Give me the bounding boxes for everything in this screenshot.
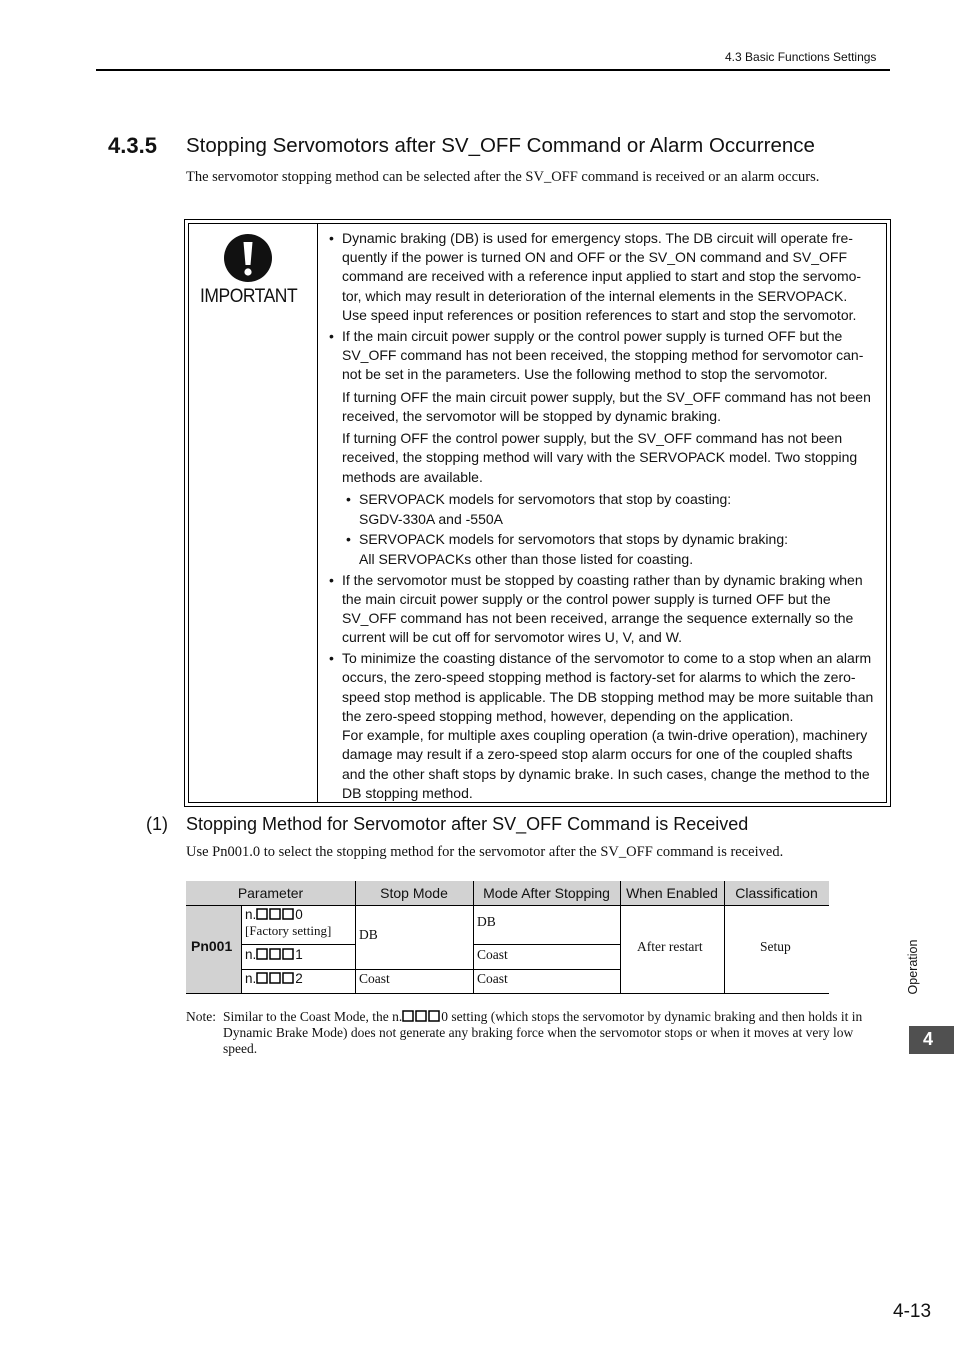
important-line: SERVOPACK models for servomotors that stop by coasting: [359, 491, 732, 507]
subsection-number: (1) [146, 814, 168, 834]
important-line: command are received with a reference input applied to start and stop the servomo- [342, 268, 862, 284]
table-rule [355, 881, 356, 994]
exclamation-circle-icon [223, 233, 273, 283]
important-label: IMPORTANT [200, 286, 298, 307]
header-stop-mode: Stop Mode [355, 881, 473, 905]
page-number: 4-13 [893, 1301, 932, 1322]
running-header: 4.3 Basic Functions Settings [725, 50, 877, 64]
important-line: Use speed input references or position references to start and stop the servomotor. [342, 307, 857, 323]
setting-value [245, 971, 303, 986]
important-line: If turning OFF the control power supply, but the SV_OFF command has not been [342, 430, 843, 446]
important-icon-column [189, 224, 318, 802]
bullet-icon: • [346, 531, 351, 547]
section-intro: The servomotor stopping method can be selected after the SV_OFF command is received or an alarm occurs. [186, 169, 820, 185]
stop-mode-coast: Coast [359, 971, 390, 986]
important-box-inner [188, 223, 887, 803]
important-line: current will be cut off for servomotor wires U, V, and W. [342, 629, 683, 645]
important-line: If the main circuit power supply or the control power supply is turned OFF but the [342, 328, 843, 344]
important-line: To minimize the coasting distance of the servomotor to come to a stop when an alarm [342, 650, 872, 666]
important-line: DB stopping method. [342, 785, 473, 801]
setting-suffix: 2 [295, 971, 303, 986]
table-rule [186, 993, 829, 994]
bullet-icon: • [329, 230, 334, 246]
side-chapter-label [896, 932, 930, 1002]
table-rule [724, 881, 725, 994]
important-line: methods are available. [342, 469, 483, 485]
important-line: For example, for multiple axes coupling operation (a twin-drive operation), machinery [342, 727, 868, 743]
important-line: SV_OFF command has not been received, the stopping method for servomotor can- [342, 347, 864, 363]
setting-value [245, 947, 303, 962]
digit-boxes-icon [402, 1010, 441, 1022]
setting-prefix: n. [245, 907, 257, 922]
important-line: All SERVOPACKs other than those listed for coasting. [359, 551, 694, 567]
parameter-table [186, 881, 829, 994]
table-rule [241, 969, 620, 970]
important-line: received, the servomotor will be stopped by dynamic braking. [342, 408, 721, 424]
important-line: and the other shaft stops by dynamic brake. In such cases, change the method to the [342, 766, 870, 782]
mode-after-stopping-coast: Coast [477, 971, 508, 986]
important-line: SGDV-330A and -550A [359, 511, 503, 527]
important-line: tor, which may result in deterioration of the internal elements in the SERVOPACK. [342, 288, 848, 304]
chapter-number: 4 [923, 1029, 934, 1049]
mode-after-stopping-coast: Coast [477, 947, 508, 962]
important-line: If turning OFF the main circuit power supply, but the SV_OFF command has not been [342, 389, 871, 405]
important-line: SERVOPACK models for servomotors that stops by dynamic braking: [359, 531, 788, 547]
note-label: Note: [186, 1009, 216, 1024]
setting-suffix: 1 [295, 947, 303, 962]
important-line: received, the stopping method will vary with the SERVOPACK model. Two stopping [342, 449, 858, 465]
bullet-icon: • [329, 328, 334, 344]
important-line: occurs, the zero-speed stopping method is factory-set for alarms to which the zero- [342, 669, 856, 685]
setting-prefix: n. [245, 971, 257, 986]
digit-boxes-icon [256, 972, 295, 984]
important-box [184, 219, 891, 807]
subsection-intro: Use Pn001.0 to select the stopping method for the servomotor after the SV_OFF command is received. [186, 844, 784, 860]
note-body [223, 1009, 889, 1057]
header-parameter: Parameter [186, 881, 355, 905]
setting-value [245, 907, 303, 922]
stop-mode-db: DB [359, 927, 378, 942]
bullet-icon: • [329, 572, 334, 588]
header-rule [96, 69, 890, 71]
important-line: quently if the power is turned ON and OFF or the SV_ON command and SV_OFF [342, 249, 848, 265]
section-title: Stopping Servomotors after SV_OFF Command or Alarm Occurrence [186, 134, 815, 157]
important-line: damage may result if a zero-speed stop alarm occurs for one of the coupled shafts [342, 746, 853, 762]
header-classification: Classification [724, 881, 829, 905]
important-line: speed stop method is applicable. The DB stopping method may be more suitable than [342, 689, 874, 705]
bullet-icon: • [329, 650, 334, 666]
when-enabled-value: After restart [637, 939, 703, 954]
important-line: If the servomotor must be stopped by coasting rather than by dynamic braking when [342, 572, 863, 588]
table-rule [241, 906, 242, 994]
table-rule [473, 944, 620, 945]
setting-suffix: 0 [295, 907, 303, 922]
subsection-title: Stopping Method for Servomotor after SV_OFF Command is Received [186, 814, 749, 834]
table-rule [620, 881, 621, 994]
classification-value: Setup [760, 939, 791, 954]
important-line: Dynamic braking (DB) is used for emergency stops. The DB circuit will operate fre- [342, 230, 853, 246]
mode-after-stopping-db: DB [477, 914, 496, 929]
chapter-tab [909, 1026, 954, 1054]
header-mode-after-stopping: Mode After Stopping [473, 881, 620, 905]
bullet-icon: • [346, 491, 351, 507]
note-text-before: Similar to the Coast Mode, the n. [223, 1009, 403, 1024]
important-line: the main circuit power supply or the control power supply is turned OFF but the [342, 591, 831, 607]
important-line: the zero-speed stopping method, however, depending on the application. [342, 708, 794, 724]
note-text-after: 0 setting (which stops the servomotor by dynamic braking and then holds it in Dynamic Brake Mode) does not generate any braking force when the servomotor stops or when it moves at very low speed. [223, 1009, 863, 1056]
parameter-name: Pn001 [191, 938, 233, 954]
section-number: 4.3.5 [108, 133, 157, 158]
side-chapter-label-text: Operation [906, 939, 920, 995]
table-rule [241, 944, 355, 945]
header-when-enabled: When Enabled [620, 881, 724, 905]
digit-boxes-icon [256, 948, 295, 960]
setting-prefix: n. [245, 947, 257, 962]
table-rule [473, 881, 474, 994]
digit-boxes-icon [256, 908, 295, 920]
table-rule [186, 905, 829, 906]
factory-setting-note: [Factory setting] [245, 923, 332, 938]
important-line: SV_OFF command has not been received, arrange the sequence externally so the [342, 610, 854, 626]
important-line: not be set in the parameters. Use the following method to stop the servomotor. [342, 366, 828, 382]
